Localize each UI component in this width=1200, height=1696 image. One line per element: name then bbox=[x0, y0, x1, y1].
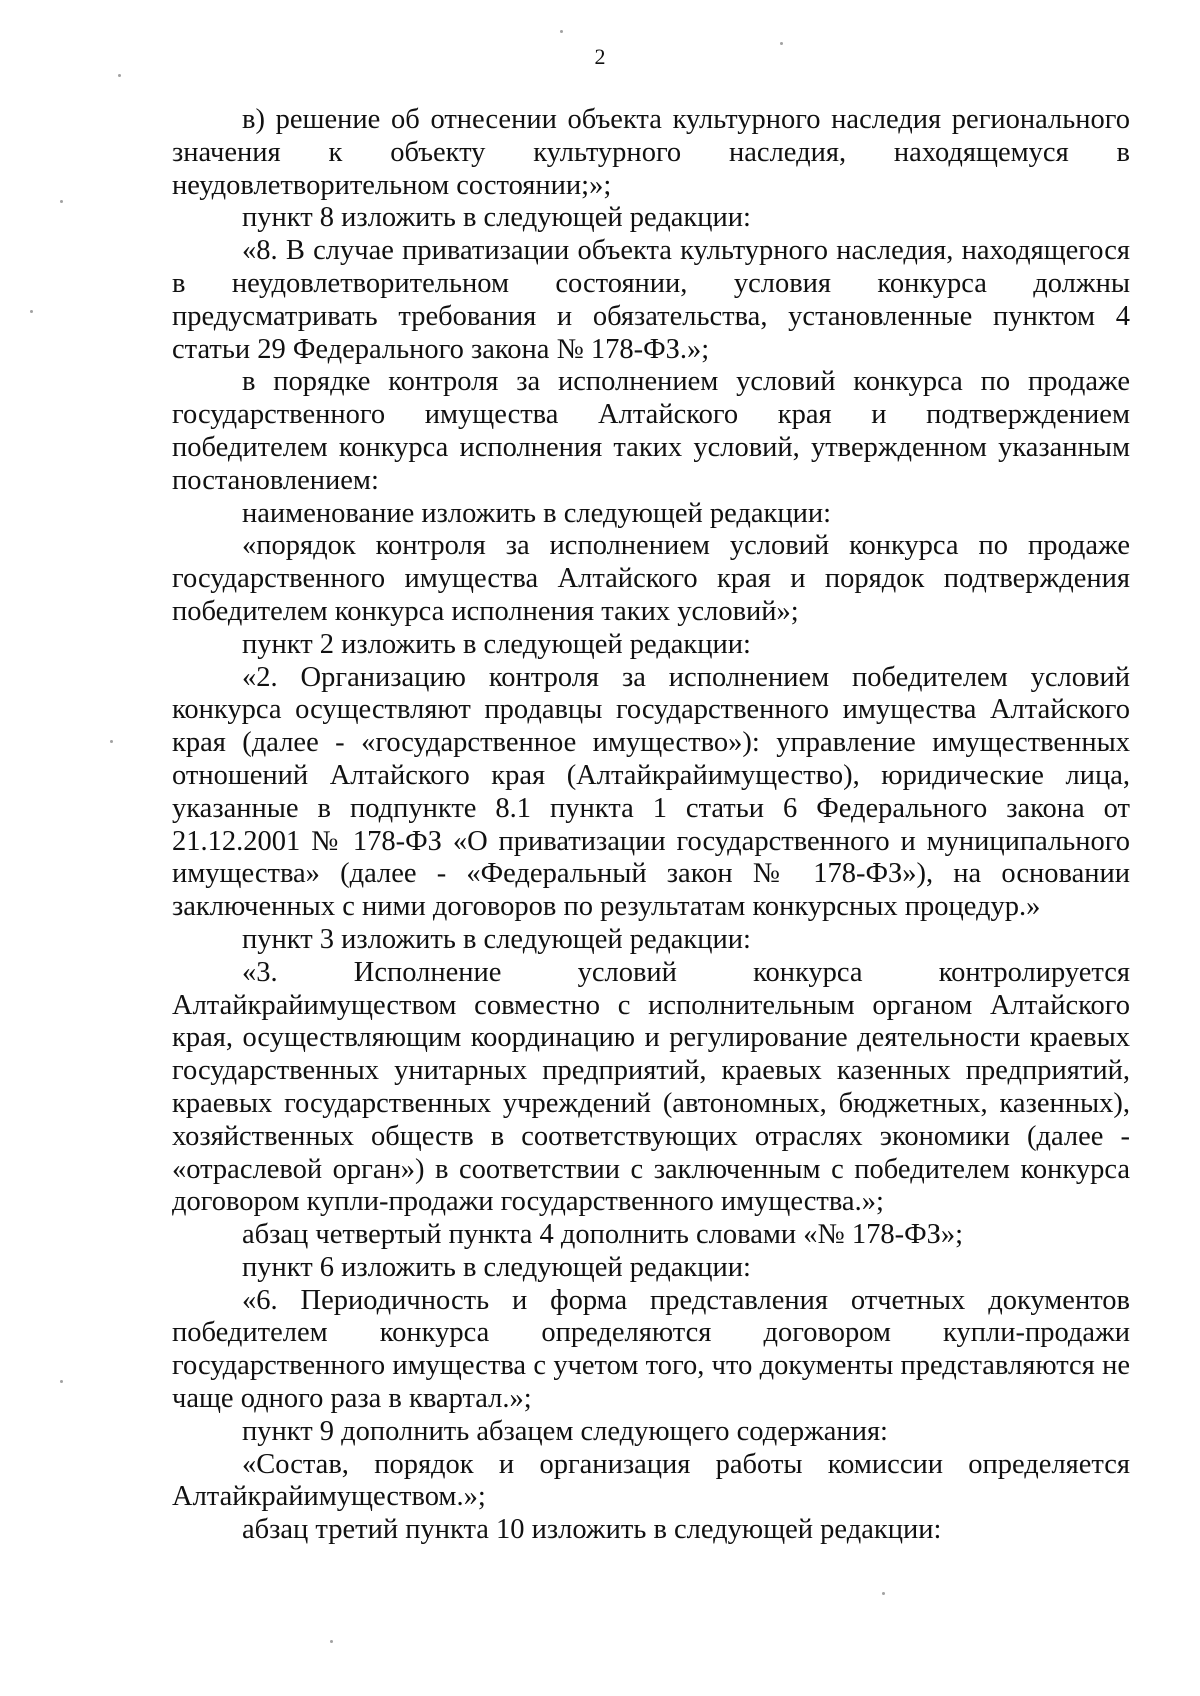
paragraph: пункт 6 изложить в следующей редакции: bbox=[242, 1251, 751, 1283]
scan-speck bbox=[780, 42, 783, 45]
paragraph: «3. Исполнение условий конкурса контролируется Алтайкрайимуществом совместно с исполнительным органом Алтайского края, осуществляющим координацию и регулирование деятельности краевых государственных унитарных предприятий, краевых казенных предприятий, краевых государственных учреждений (автономных, бюджетных, казенных), хозяйственных обществ в соответствующих отраслях экономики (далее - «отраслевой орган») в соответствии с заключенным с победителем конкурса договором купли-продажи государственного имущества.»; bbox=[172, 956, 1130, 1218]
paragraph: пункт 9 дополнить абзацем следующего содержания: bbox=[242, 1415, 888, 1447]
scan-speck bbox=[110, 740, 113, 743]
scan-speck bbox=[60, 200, 63, 203]
scan-speck bbox=[560, 30, 563, 33]
document-body bbox=[172, 104, 1130, 1547]
scan-speck bbox=[30, 310, 33, 313]
paragraph: «порядок контроля за исполнением условий конкурса по продаже государственного имущества Алтайского края и порядок подтверждения победителем конкурса исполнения таких условий»; bbox=[172, 530, 1130, 627]
paragraph: «2. Организацию контроля за исполнением победителем условий конкурса осуществляют продавцы государственного имущества Алтайского края (далее - «государственное имущество»): управление имущественных отношений Алтайского края (Алтайкрайимущество), юридические лица, указанные в подпункте 8.1 пункта 1 статьи 6 Федерального закона от 21.12.2001 № 178-ФЗ «О приватизации государственного и муниципального имущества» (далее - «Федеральный закон № 178-ФЗ»), на основании заключенных с ними договоров по результатам конкурсных процедур.» bbox=[172, 661, 1130, 923]
paragraph: абзац четвертый пункта 4 дополнить словами «№ 178-ФЗ»; bbox=[242, 1219, 964, 1251]
scan-speck bbox=[330, 1640, 333, 1643]
paragraph: в порядке контроля за исполнением условий конкурса по продаже государственного имущества Алтайского края и подтверждением победителем конкурса исполнения таких условий, утвержденном указанным постановлением: bbox=[172, 366, 1130, 496]
paragraph: абзац третий пункта 10 изложить в следующей редакции: bbox=[242, 1514, 942, 1546]
paragraph: наименование изложить в следующей редакции: bbox=[242, 497, 832, 529]
paragraph: пункт 2 изложить в следующей редакции: bbox=[242, 628, 751, 660]
paragraph: «Состав, порядок и организация работы комиссии определяется Алтайкрайимуществом.»; bbox=[172, 1448, 1130, 1513]
paragraph: пункт 8 изложить в следующей редакции: bbox=[242, 202, 751, 234]
paragraph: «6. Периодичность и форма представления отчетных документов победителем конкурса определяются договором купли-продажи государственного имущества с учетом того, что документы представляются не чаще одного раза в квартал.»; bbox=[172, 1284, 1130, 1415]
page-number: 2 bbox=[594, 44, 606, 69]
scan-speck bbox=[118, 74, 121, 77]
scan-speck bbox=[882, 1592, 885, 1595]
scan-speck bbox=[60, 1380, 63, 1383]
paragraph: «8. В случае приватизации объекта культурного наследия, находящегося в неудовлетворительном состоянии, условия конкурса должны предусматривать требования и обязательства, установленные пунктом 4 статьи 29 Федерального закона № 178-ФЗ.»; bbox=[172, 235, 1130, 365]
paragraph: в) решение об отнесении объекта культурного наследия регионального значения к объекту культурного наследия, находящемуся в неудовлетворительном состоянии;»; bbox=[172, 104, 1130, 201]
paragraph: пункт 3 изложить в следующей редакции: bbox=[242, 923, 751, 955]
